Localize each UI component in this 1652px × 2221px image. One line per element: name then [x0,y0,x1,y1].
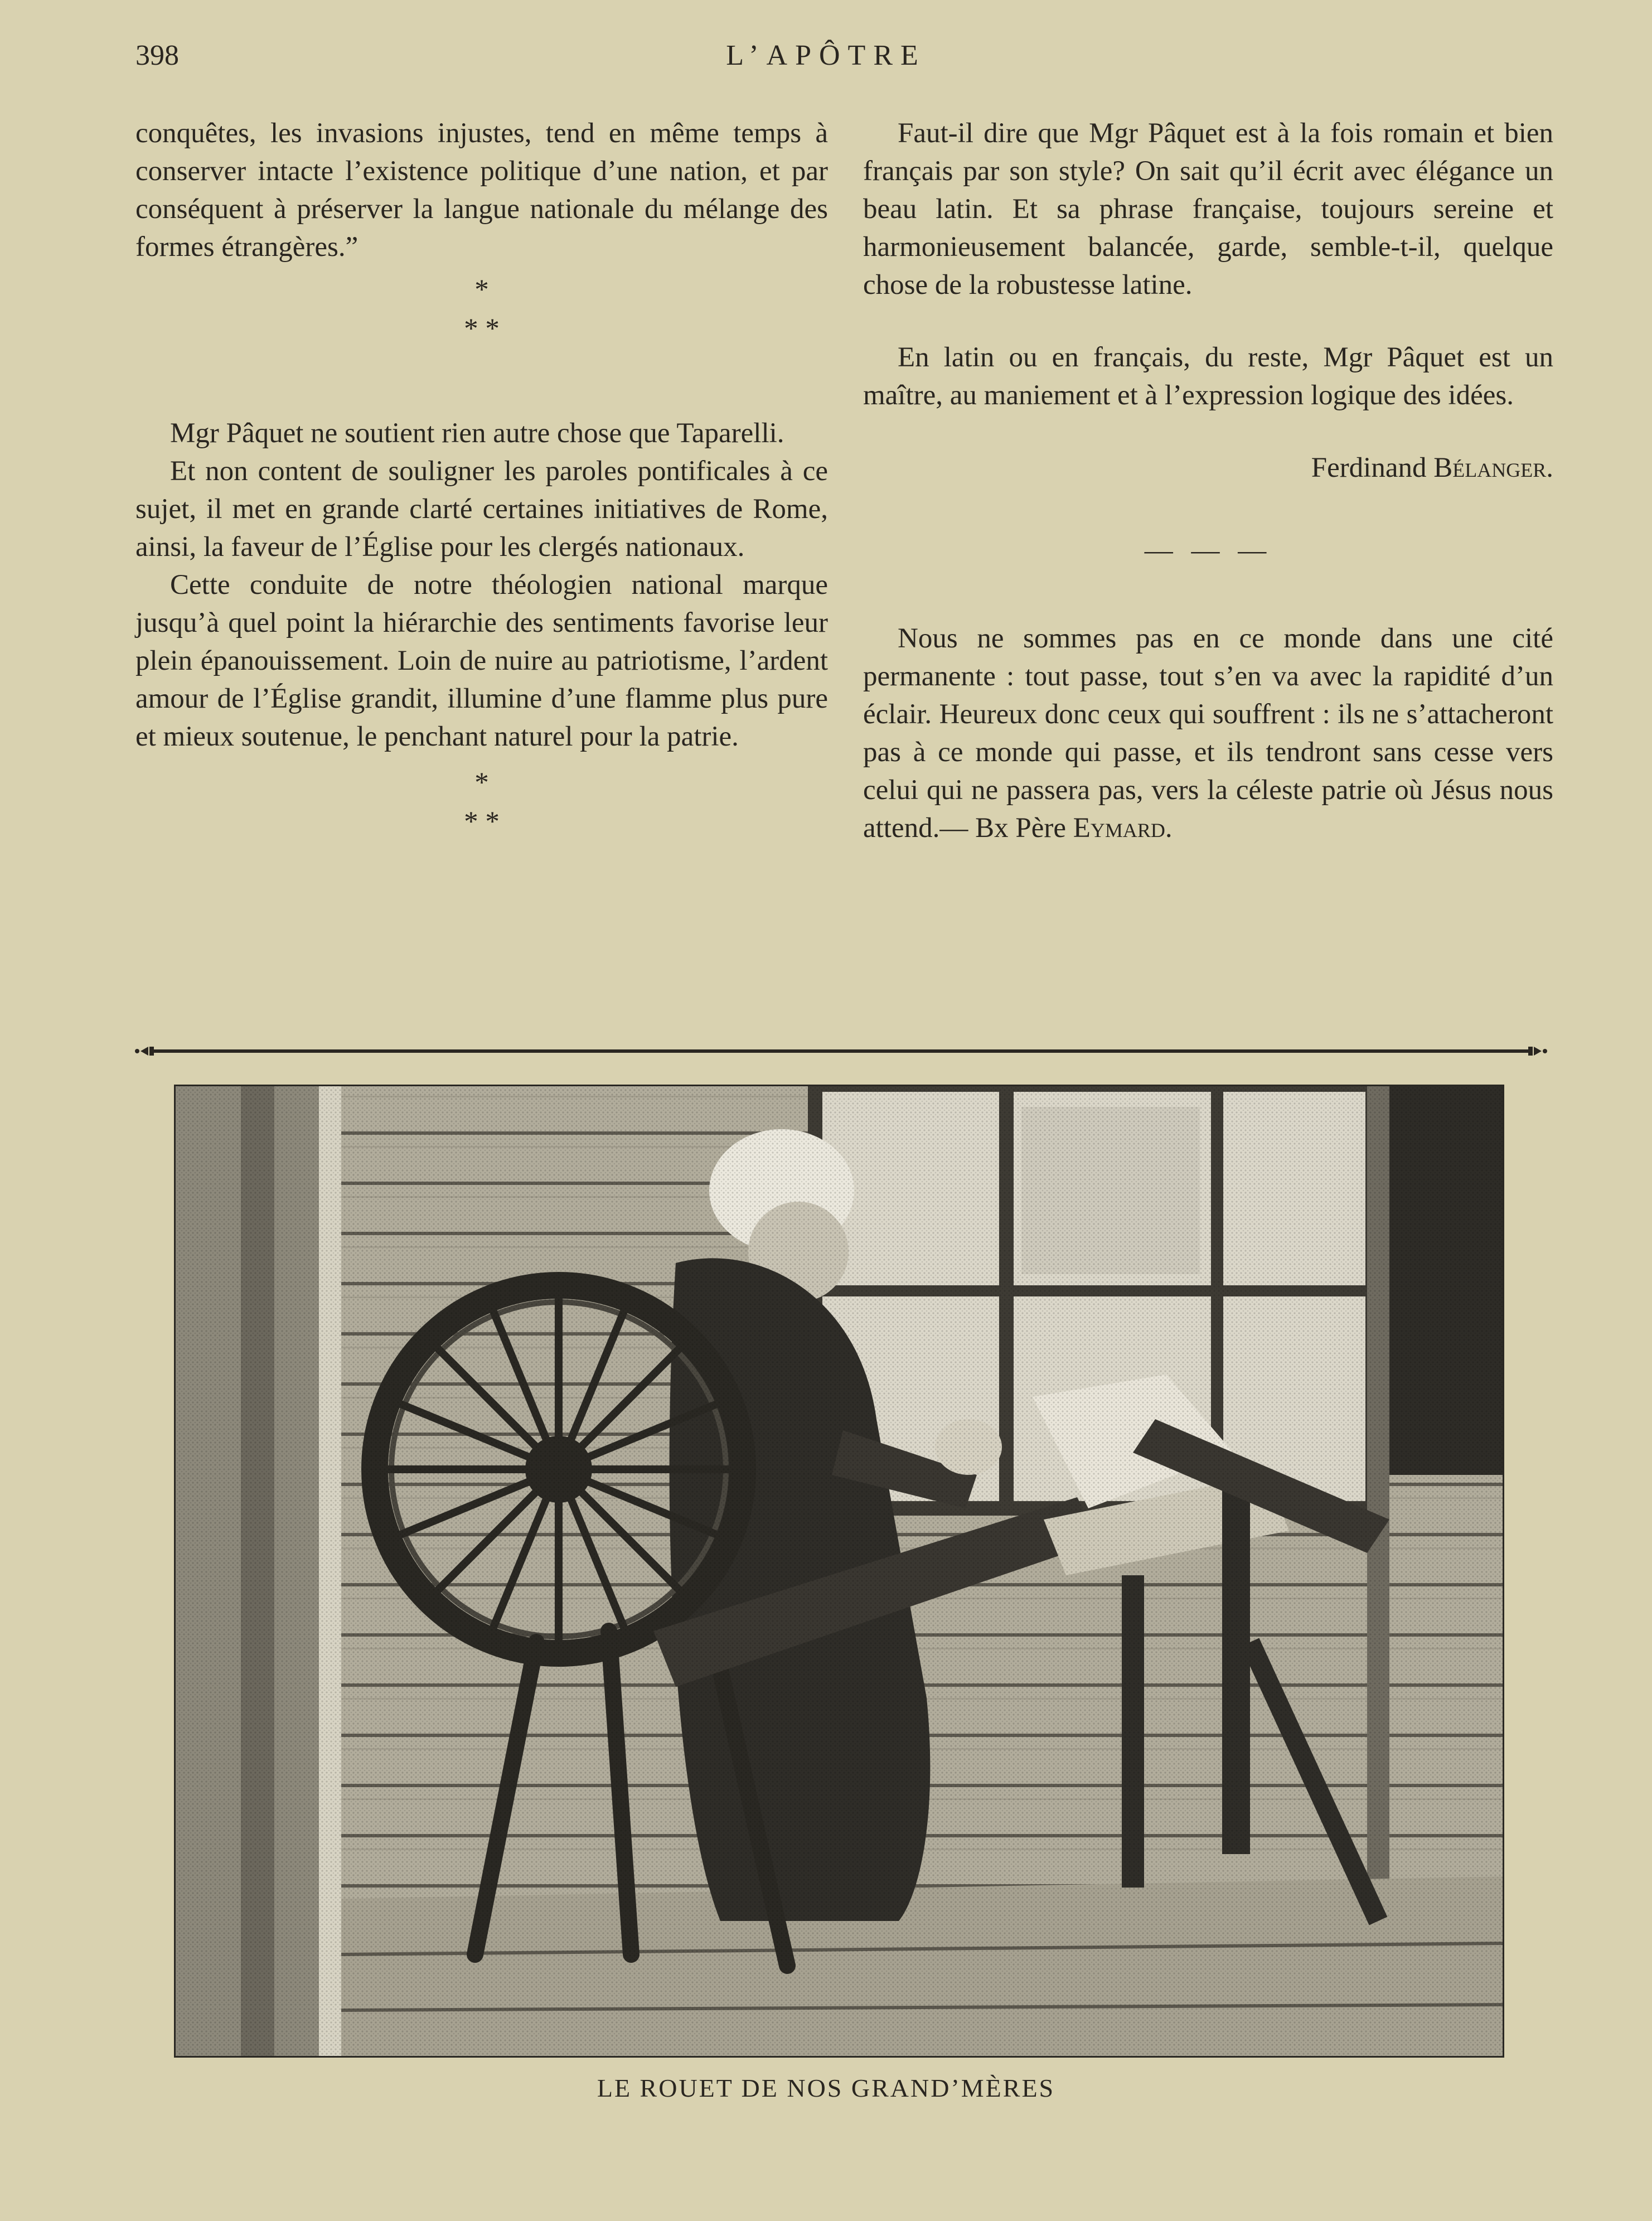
left-column [135,114,828,841]
signature-first-name: Ferdinand [1311,452,1427,483]
photo-caption: LE ROUET DE NOS GRAND’MÈRES [597,2074,1055,2102]
right-column [863,114,1553,847]
paragraph: Cette conduite de notre théologien national marque jusqu’à quel point la hiérarchie des sentiments favorise leur plein épanouissement. Loin de nuire au patriotisme, l’ardent amour de l’Église grandit, illumine d’une flamme plus pure et mieux soutenue, le penchant naturel pour la patrie. [135,569,828,752]
ornamental-rule [132,1044,1551,1058]
running-title: L’APÔTRE [726,40,926,71]
quote-author: Eymard. [1073,812,1173,844]
paragraph-continuation: conquêtes, les invasions injustes, tend en même temps à conserver intacte l’existence politique d’une nation, et par conséquent à préserver la langue nationale du mélange des formes étrangères.” [135,118,828,263]
asterism-separator [135,763,828,841]
paragraph: En latin ou en français, du reste, Mgr Pâquet est un maître, au maniement et à l’expression logique des idées. [863,342,1553,411]
signature-last-name: Bélanger. [1433,452,1553,483]
spinning-wheel-photograph [174,1085,1504,2058]
asterism-bottom: * * [464,806,500,838]
asterism-top: * [474,767,489,799]
page-number: 398 [135,40,179,71]
asterism-bottom: * * [464,313,500,345]
dash-separator: — — — [1144,535,1272,566]
asterism-top: * [474,274,489,306]
quote-paragraph [863,620,1553,847]
paragraph: Et non content de souligner les paroles pontificales à ce sujet, il met en grande clarté certaines initiatives de Rome, ainsi, la faveur de l’Église pour les clergés nationaux. [135,456,828,563]
author-signature [863,449,1553,487]
quote-text: Nous ne sommes pas en ce monde dans une cité permanente : tout passe, tout s’en va avec la rapidité d’un éclair. Heureux donc ceux qui souffrent : ils ne s’attacheront pas à ce monde qui passe, et ils tendront sans cesse vers celui qui ne passera pas, vers la céleste patrie où Jésus nous attend.— Bx Père [863,623,1553,844]
asterism-separator [135,270,828,349]
paragraph: Mgr Pâquet ne soutient rien autre chose que Taparelli. [170,418,784,449]
paragraph: Faut-il dire que Mgr Pâquet est à la fois romain et bien français par son style? On sait qu’il écrit avec élégance un beau latin. Et sa phrase française, toujours sereine et harmonieusement balancée, garde, semble-t-il, quelque chose de la robustesse latine. [863,118,1553,301]
